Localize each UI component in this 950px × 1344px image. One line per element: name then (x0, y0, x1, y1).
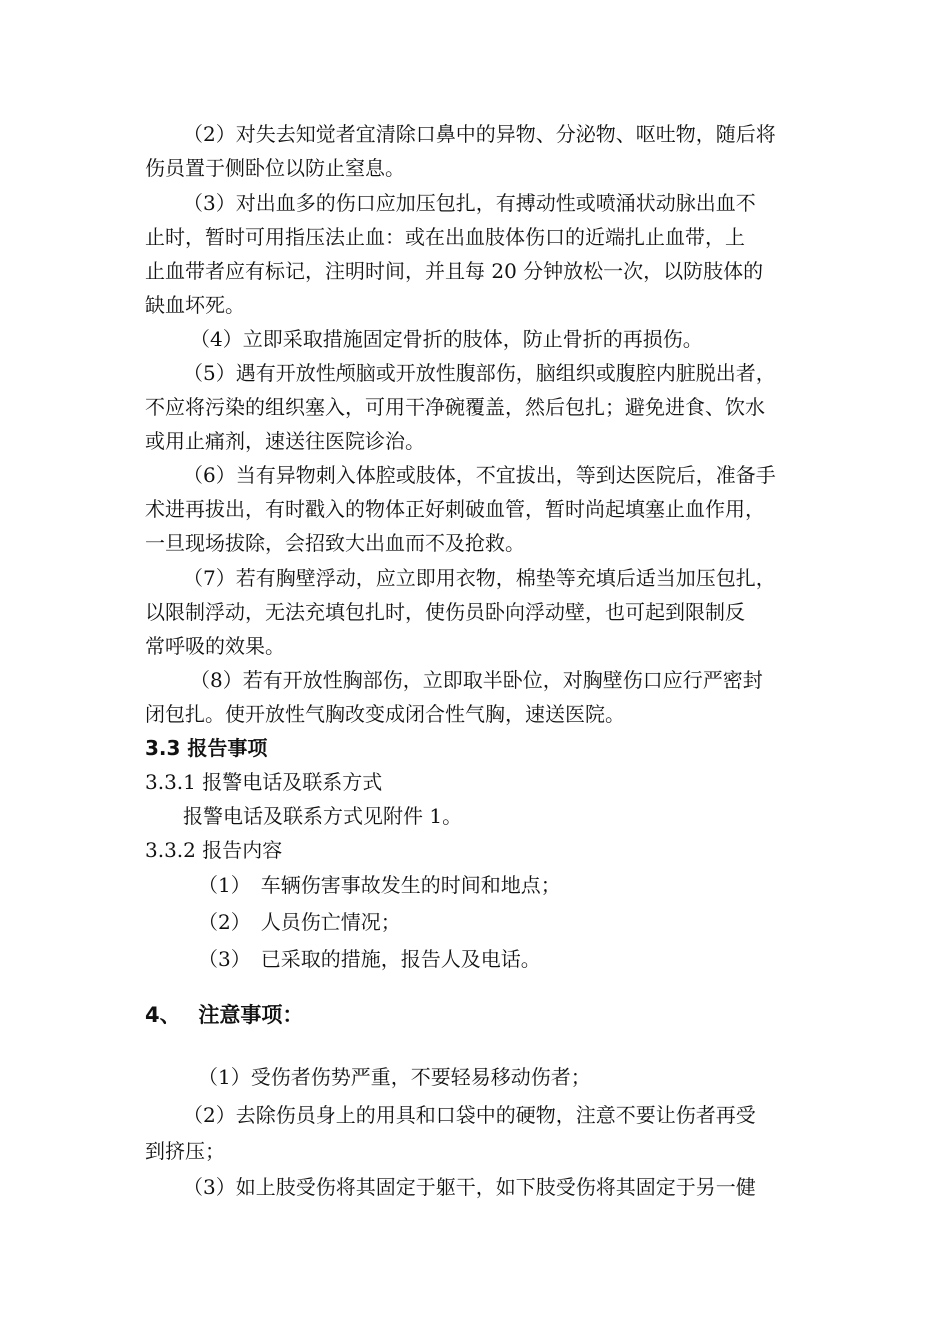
note-item-2-line-1: （2）去除伤员身上的用具和口袋中的硬物，注意不要让伤者再受 (183, 1103, 756, 1127)
report-item-2: （2） 人员伤亡情况； (198, 910, 401, 934)
para-7-line-3: 常呼吸的效果。 (145, 634, 285, 658)
para-6-line-2: 术进再拔出，有时戳入的物体正好刺破血管，暂时尚起填塞止血作用， (145, 497, 765, 521)
para-6-line-1: （6）当有异物刺入体腔或肢体，不宜拔出，等到达医院后，准备手 (183, 463, 776, 487)
note-item-3-line-1: （3）如上肢受伤将其固定于躯干，如下肢受伤将其固定于另一健 (183, 1175, 756, 1199)
para-2-line-2: 伤员置于侧卧位以防止窒息。 (145, 156, 405, 180)
para-3-line-3: 止血带者应有标记，注明时间，并且每 20 分钟放松一次，以防肢体的 (145, 259, 764, 283)
report-item-3: （3） 已采取的措施，报告人及电话。 (198, 947, 541, 971)
section-3-3-2-heading: 3.3.2 报告内容 (145, 838, 283, 862)
section-3-3-1-text: 报警电话及联系方式见附件 1。 (183, 804, 463, 828)
report-item-1: （1） 车辆伤害事故发生的时间和地点； (198, 873, 561, 897)
section-3-3-1-heading: 3.3.1 报警电话及联系方式 (145, 770, 383, 794)
para-5-line-1: （5）遇有开放性颅脑或开放性腹部伤，脑组织或腹腔内脏脱出者， (183, 361, 776, 385)
para-7-line-1: （7）若有胸壁浮动，应立即用衣物，棉垫等充填后适当加压包扎， (183, 566, 776, 590)
para-8-line-1: （8）若有开放性胸部伤，立即取半卧位，对胸壁伤口应行严密封 (190, 668, 763, 692)
section-3-3-heading: 3.3 报告事项 (145, 736, 268, 760)
para-6-line-3: 一旦现场拔除，会招致大出血而不及抢救。 (145, 531, 525, 555)
note-item-1-line-1: （1）受伤者伤势严重，不要轻易移动伤者； (198, 1065, 591, 1089)
para-8-line-2: 闭包扎。使开放性气胸改变成闭合性气胸，速送医院。 (145, 702, 625, 726)
para-5-line-3: 或用止痛剂，速送往医院诊治。 (145, 429, 425, 453)
para-3-line-2: 止时，暂时可用指压法止血：或在出血肢体伤口的近端扎止血带，上 (145, 225, 745, 249)
para-4-line-1: （4）立即采取措施固定骨折的肢体，防止骨折的再损伤。 (190, 327, 703, 351)
para-3-line-4: 缺血坏死。 (145, 293, 245, 317)
para-5-line-2: 不应将污染的组织塞入，可用干净碗覆盖，然后包扎；避免进食、饮水 (145, 395, 765, 419)
para-2-line-1: （2）对失去知觉者宜清除口鼻中的异物、分泌物、呕吐物，随后将 (183, 122, 776, 146)
para-3-line-1: （3）对出血多的伤口应加压包扎，有搏动性或喷涌状动脉出血不 (183, 191, 756, 215)
para-7-line-2: 以限制浮动，无法充填包扎时，使伤员卧向浮动壁，也可起到限制反 (145, 600, 745, 624)
note-item-2-line-2: 到挤压； (145, 1139, 225, 1163)
section-4-heading: 4、 注意事项： (145, 1003, 304, 1027)
